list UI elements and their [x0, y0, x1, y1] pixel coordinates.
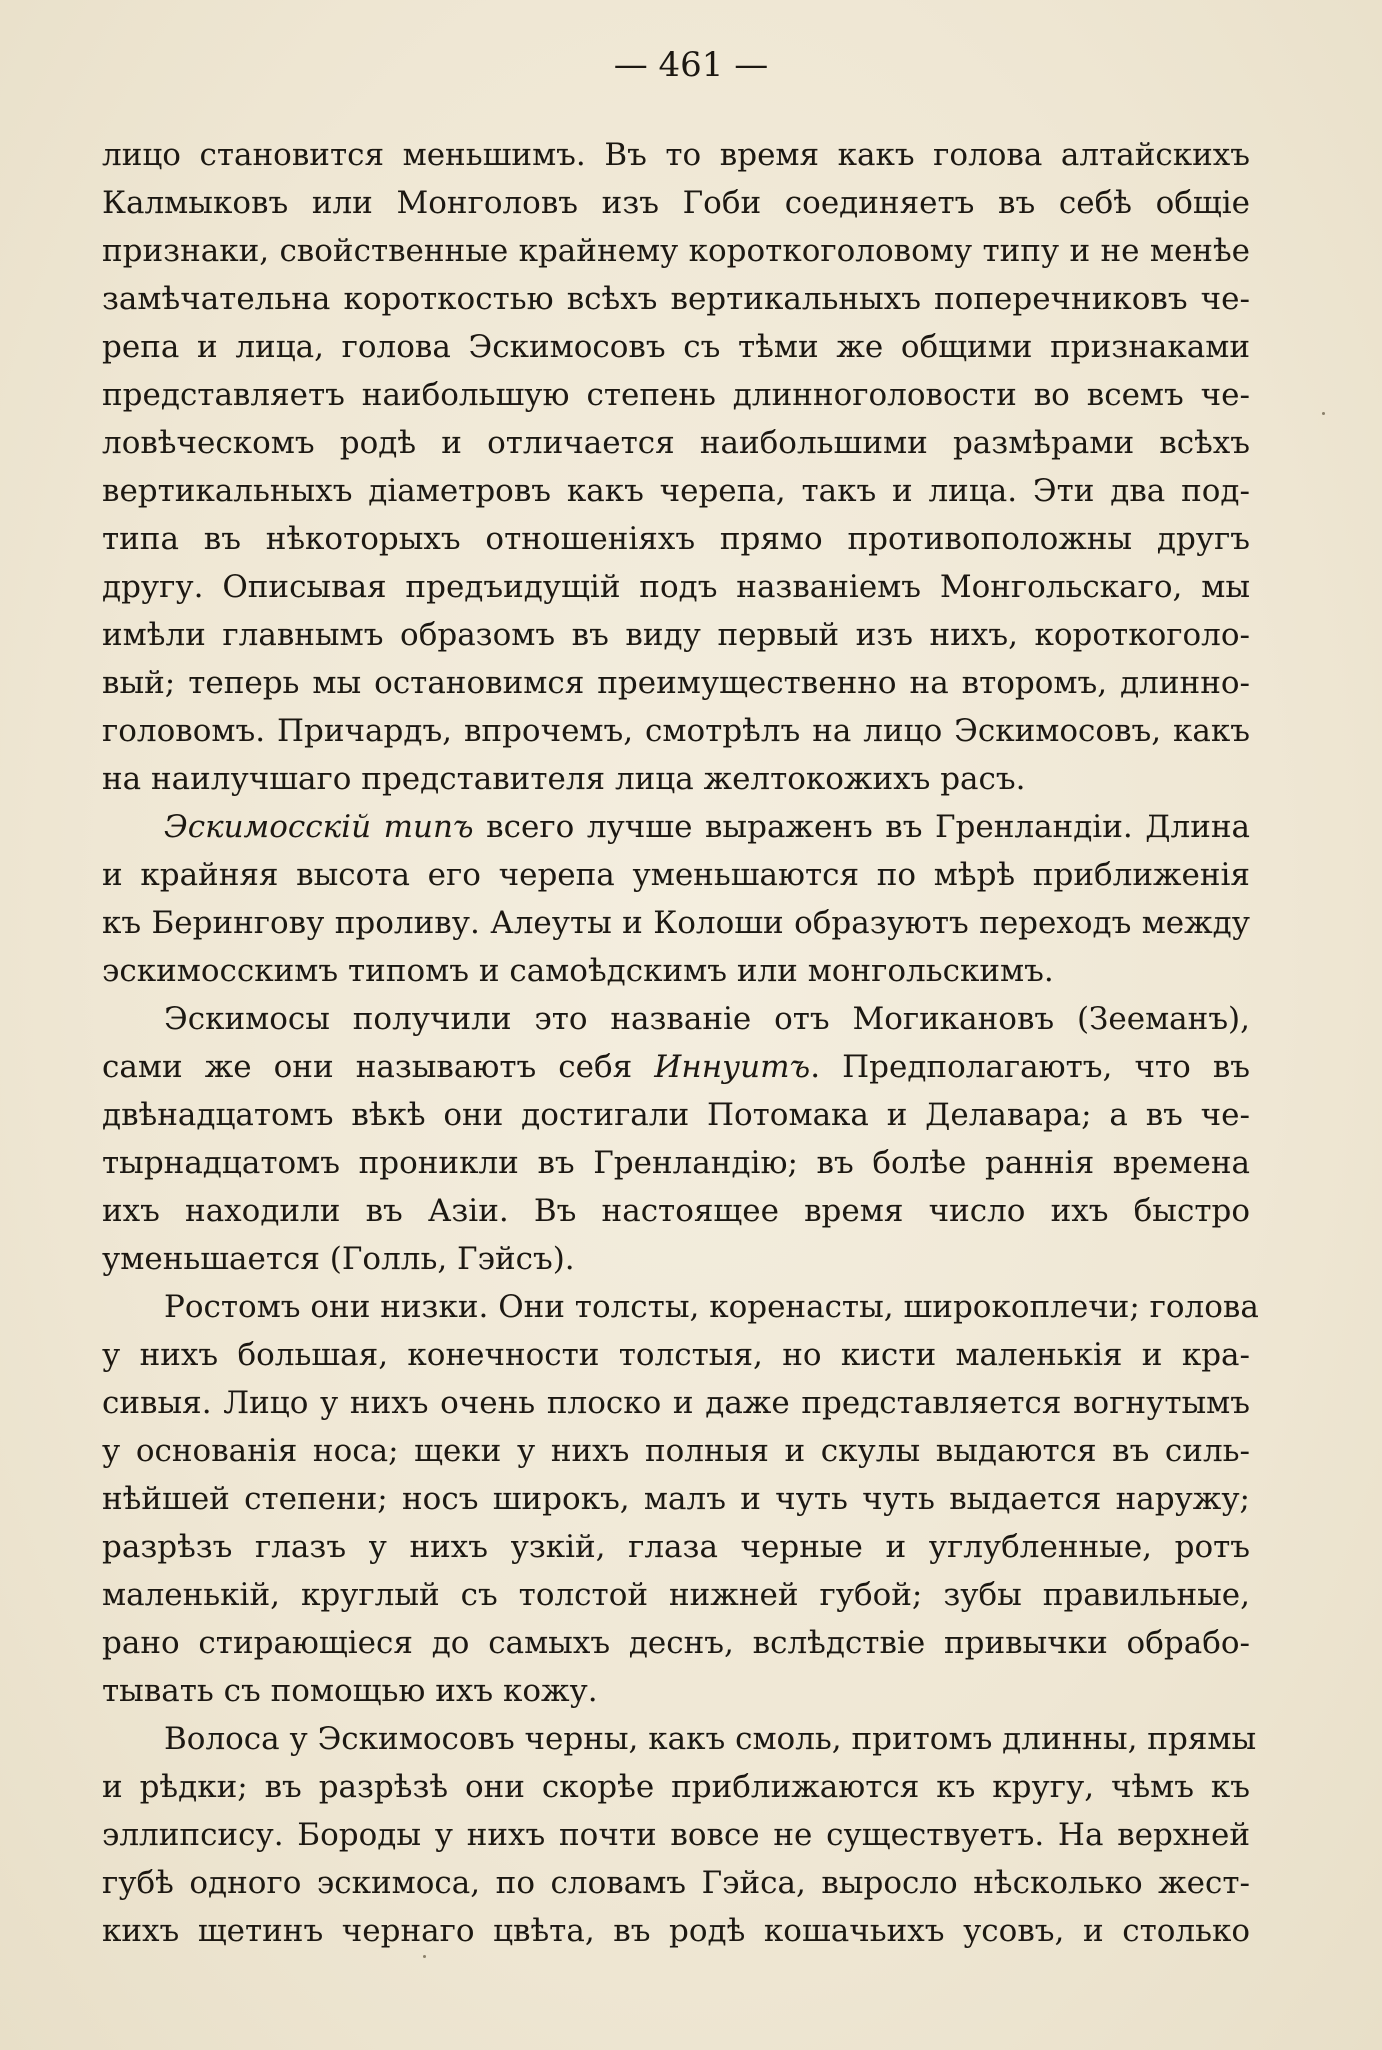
text-line: представляетъ наибольшую степень длинноголовости во всемъ че- [102, 377, 1250, 413]
text-line: уменьшается (Голль, Гэйсъ). [102, 1241, 575, 1277]
text-line: Ростомъ они низки. Они толсты, коренасты, широкоплечи; голова [164, 1289, 1259, 1325]
text-line: вертикальныхъ діаметровъ какъ черепа, такъ и лица. Эти два под- [102, 473, 1250, 509]
text-line: у нихъ большая, конечности толстыя, но кисти маленькія и кра- [102, 1337, 1250, 1373]
text-run: . Предполагаютъ, что въ [810, 1049, 1251, 1085]
text-line: рано стирающіеся до самыхъ деснъ, вслѣдствіе привычки обрабо- [102, 1625, 1250, 1661]
text-line: признаки, свойственные крайнему короткоголовому типу и не менѣе [102, 233, 1250, 269]
text-line: на наилучшаго представителя лица желтокожихъ расъ. [102, 761, 1026, 797]
paper-speck [1322, 412, 1325, 415]
text-run: всего лучше выраженъ въ Гренландіи. Длина [473, 809, 1250, 845]
text-line: замѣчательна короткостью всѣхъ вертикальныхъ поперечниковъ че- [102, 281, 1250, 317]
text-line: вый; теперь мы остановимся преимущественно на второмъ, длинно- [102, 665, 1250, 701]
paragraph-5 [102, 1715, 1257, 1955]
text-line: другу. Описывая предъидущій подъ названіемъ Монгольскаго, мы [102, 569, 1250, 605]
text-line: Волоса у Эскимосовъ черны, какъ смоль, притомъ длинны, прямы [164, 1721, 1257, 1757]
text-line: Эскимосы получили это названіе отъ Могикановъ (Зееманъ), [164, 1001, 1250, 1037]
paragraph-4 [102, 1283, 1259, 1715]
text-line: кихъ щетинъ чернаго цвѣта, въ родѣ кошачьихъ усовъ, и столько [102, 1913, 1250, 1949]
text-line: репа и лица, голова Эскимосовъ съ тѣми же общими признаками [102, 329, 1250, 365]
text-line: имѣли главнымъ образомъ въ виду первый изъ нихъ, короткоголо- [102, 617, 1250, 653]
italic-term: Эскимосскій типъ [164, 809, 474, 845]
text-line: эскимосскимъ типомъ и самоѣдскимъ или монгольскимъ. [102, 953, 1054, 989]
text-line: губѣ одного эскимоса, по словамъ Гэйса, выросло нѣсколько жест- [102, 1865, 1250, 1901]
text-line: лицо становится меньшимъ. Въ то время какъ голова алтайскихъ [102, 137, 1250, 173]
text-line: сивыя. Лицо у нихъ очень плоско и даже представляется вогнутымъ [102, 1385, 1250, 1421]
paragraph-2 [102, 803, 1250, 995]
text-line: ихъ находили въ Азіи. Въ настоящее время число ихъ быстро [102, 1193, 1250, 1229]
paper-speck [423, 1955, 426, 1958]
text-line: тывать съ помощью ихъ кожу. [102, 1673, 598, 1709]
text-line: ловѣческомъ родѣ и отличается наибольшими размѣрами всѣхъ [102, 425, 1250, 461]
text-line: и рѣдки; въ разрѣзѣ они скорѣе приближаются къ кругу, чѣмъ къ [102, 1769, 1250, 1805]
paragraph-1 [102, 131, 1250, 803]
text-line: разрѣзъ глазъ у нихъ узкій, глаза черные и углубленные, ротъ [102, 1529, 1250, 1565]
text-line: и крайняя высота его черепа уменьшаются по мѣрѣ приближенія [102, 857, 1250, 893]
text-line [102, 803, 1250, 851]
text-line: Калмыковъ или Монголовъ изъ Гоби соединяетъ въ себѣ общіе [102, 185, 1250, 221]
text-line: двѣнадцатомъ вѣкѣ они достигали Потомака и Делавара; а въ че- [102, 1097, 1250, 1133]
text-line: типа въ нѣкоторыхъ отношеніяхъ прямо противоположны другъ [102, 521, 1250, 557]
body-text [102, 131, 1259, 1955]
text-line: къ Берингову проливу. Алеуты и Колоши образуютъ переходъ между [102, 905, 1250, 941]
text-run: сами же они называютъ себя [102, 1049, 655, 1085]
text-line: маленькій, круглый съ толстой нижней губой; зубы правильные, [102, 1577, 1250, 1613]
text-line: головомъ. Причардъ, впрочемъ, смотрѣлъ на лицо Эскимосовъ, какъ [102, 713, 1250, 749]
italic-term: Иннуитъ [654, 1049, 811, 1085]
text-line [102, 1043, 1250, 1091]
page-number: — 461 — [613, 45, 769, 85]
text-line: у основанія носа; щеки у нихъ полныя и скулы выдаются въ силь- [102, 1433, 1250, 1469]
paragraph-3 [102, 995, 1250, 1283]
text-line: эллипсису. Бороды у нихъ почти вовсе не существуетъ. На верхней [102, 1817, 1250, 1853]
text-line: нѣйшей степени; носъ широкъ, малъ и чуть чуть выдается наружу; [102, 1481, 1250, 1517]
text-line: тырнадцатомъ проникли въ Гренландію; въ болѣе раннія времена [102, 1145, 1250, 1181]
